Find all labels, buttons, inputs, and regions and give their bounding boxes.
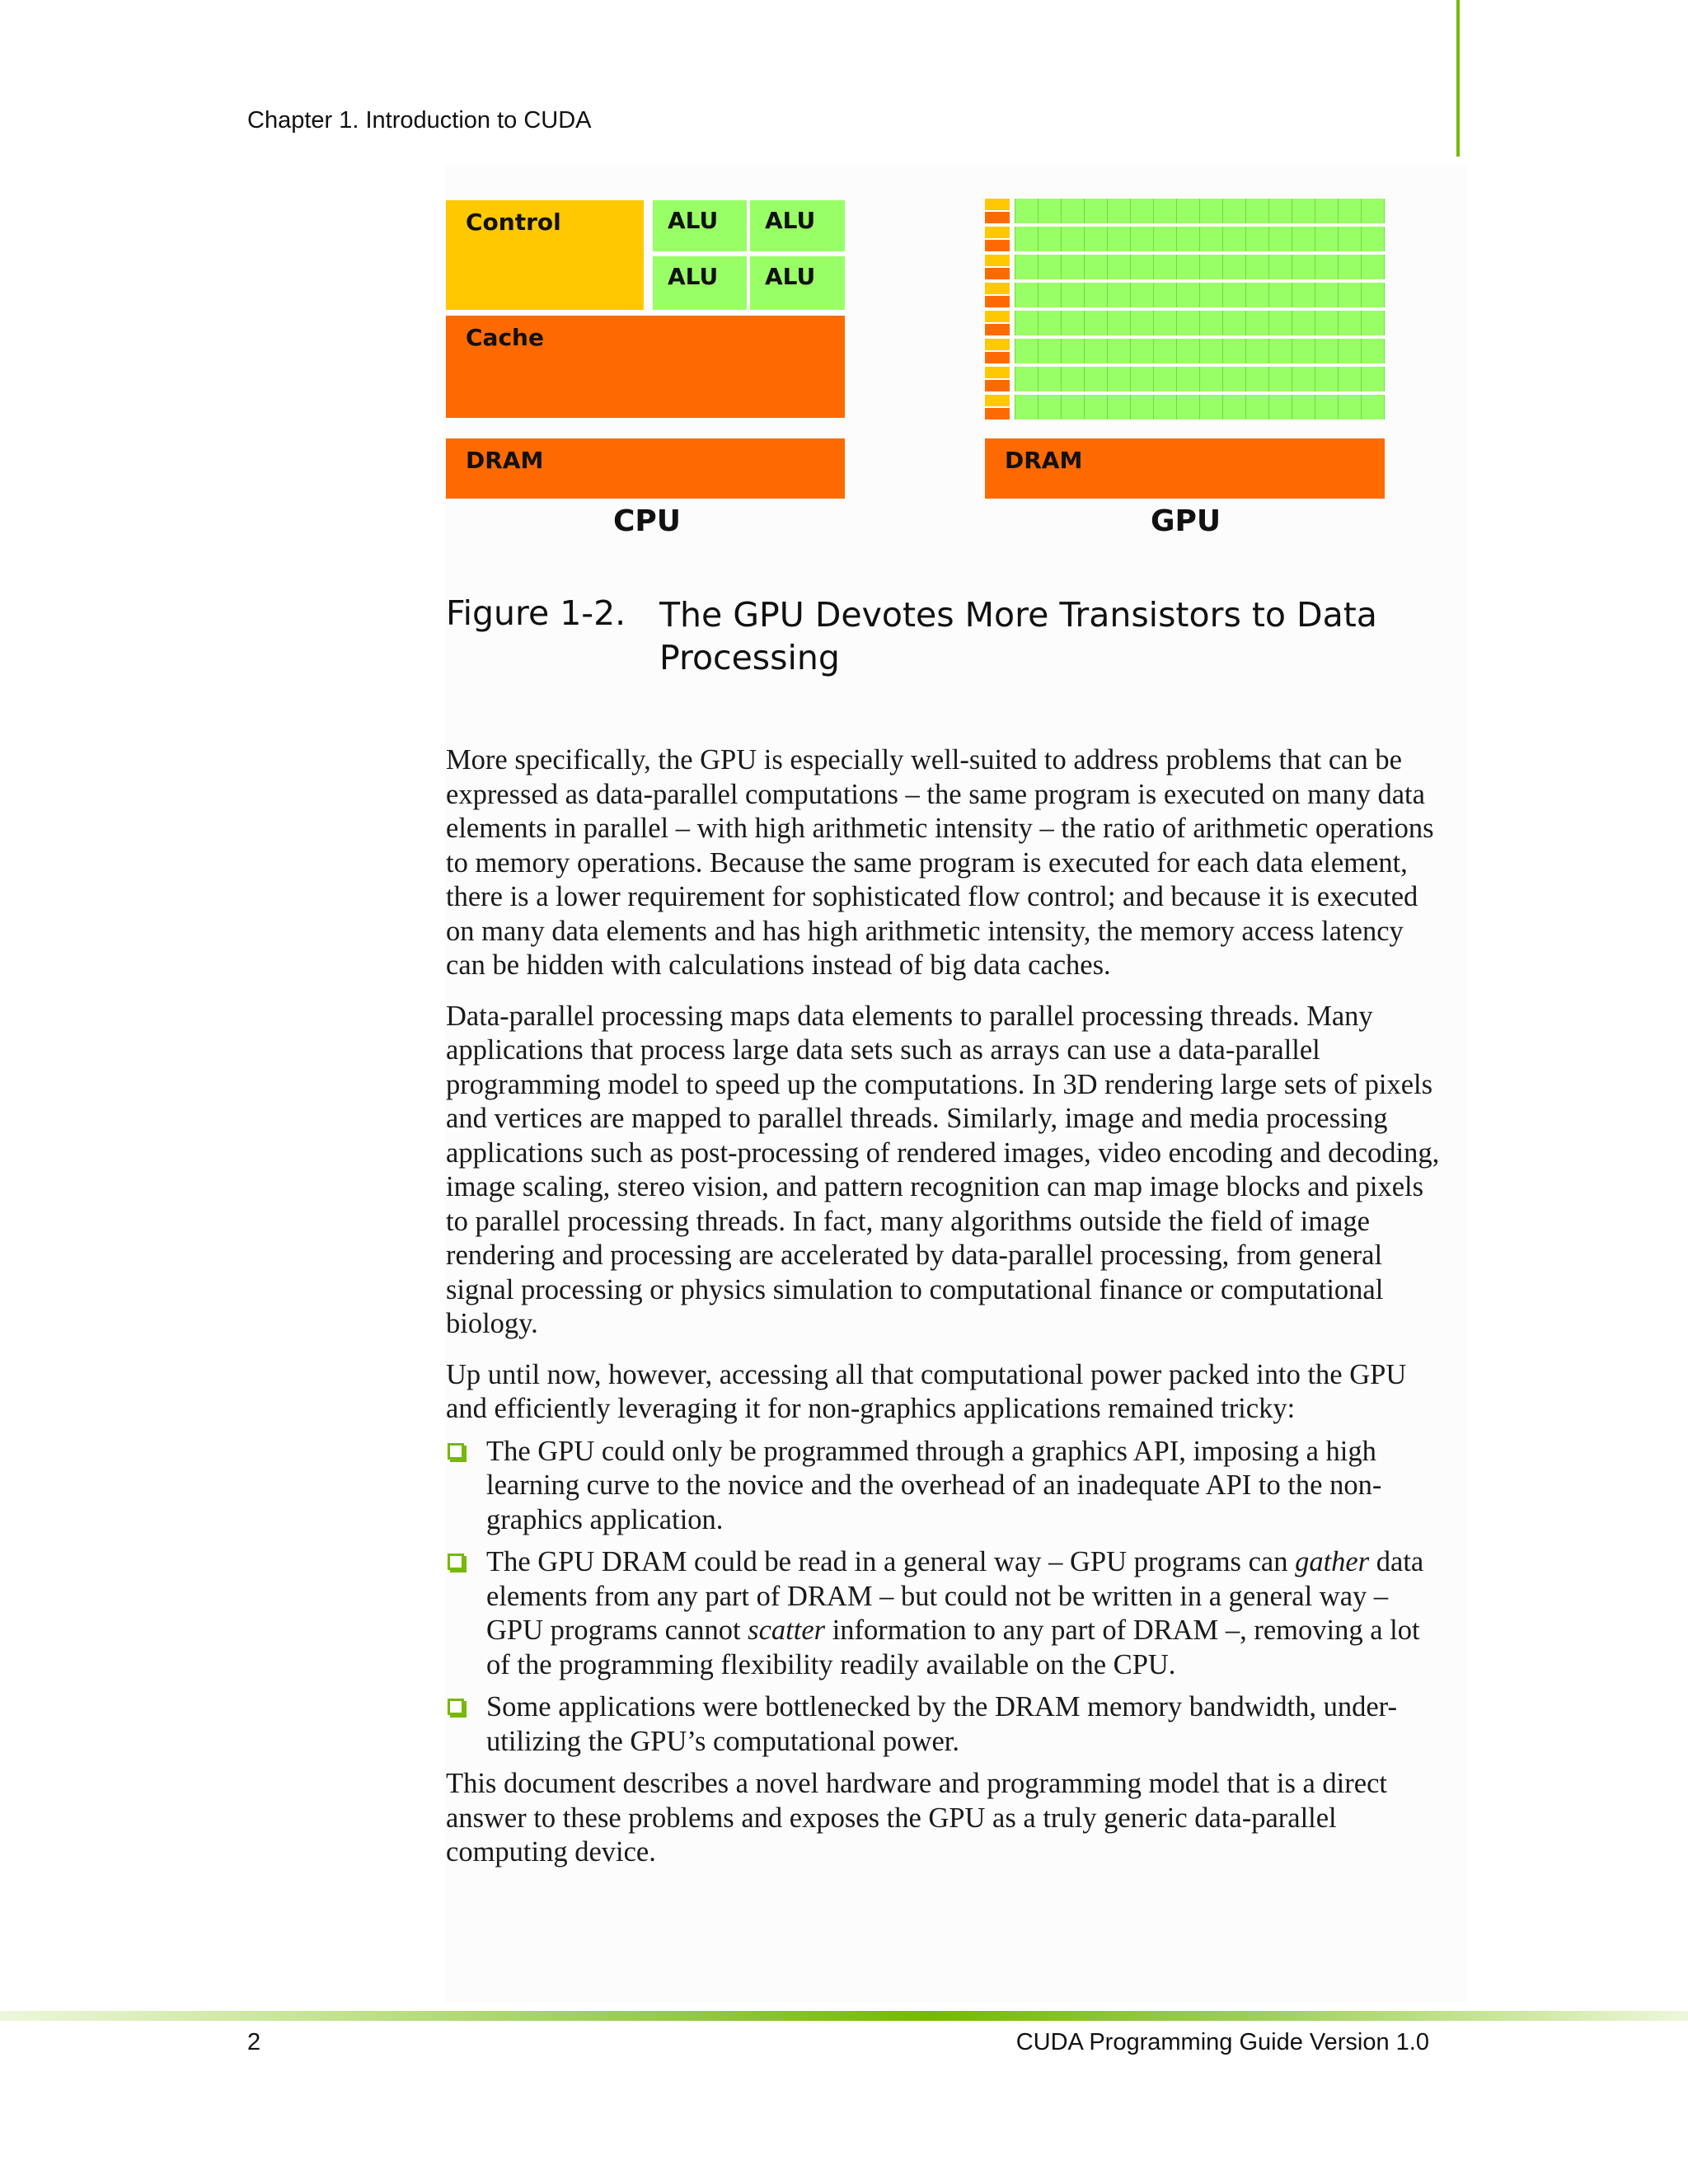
cpu-alu-label: ALU xyxy=(668,207,719,234)
gpu-cache-unit xyxy=(985,380,1010,391)
emphasis-scatter: scatter xyxy=(748,1615,826,1646)
gpu-control-unit xyxy=(985,339,1010,350)
paragraph: Data-parallel processing maps data elements to parallel processing threads. Many applications that process large data sets such as arrays can use a data-parallel programming model to speed up the computations. In 3D rendering large sets of pixels and vertices are mapped to parallel threads. Similarly, image and media processing applications such as post-processing of rendered images, video encoding and decoding, image scaling, stereo vision, and pattern recognition can map image blocks and pixels to parallel processing threads. In fact, many algorithms outside the field of image rendering and processing are accelerated by data-parallel processing, from general signal processing or physics simulation to computational finance or computational biology. xyxy=(446,1000,1440,1339)
running-header: Chapter 1. Introduction to CUDA xyxy=(247,107,592,134)
gpu-cache-unit xyxy=(985,352,1010,363)
gpu-dram-label: DRAM xyxy=(1005,447,1083,474)
cpu-alu-label: ALU xyxy=(668,263,719,290)
gpu-cache-unit xyxy=(985,240,1010,251)
gpu-alu-cells xyxy=(1015,395,1385,420)
list-item xyxy=(446,1690,1443,1759)
gpu-cache-unit xyxy=(985,408,1010,419)
emphasis-gather: gather xyxy=(1295,1546,1370,1577)
text-run: information to any part of DRAM –, removing a lot of the programming flexibility readily available on the CPU. xyxy=(486,1615,1420,1680)
figure-label: Figure 1-2. xyxy=(446,593,626,633)
gpu-alu-cells xyxy=(1015,311,1385,336)
gpu-core-row xyxy=(985,199,1385,223)
cpu-alu-block xyxy=(653,256,747,310)
gpu-alu-cells xyxy=(1015,367,1385,392)
cpu-cache-label: Cache xyxy=(466,324,544,351)
text-run: The GPU DRAM could be read in a general way – GPU programs can xyxy=(486,1546,1296,1577)
gpu-core-row xyxy=(985,255,1385,279)
cpu-alu-block xyxy=(750,256,845,310)
gpu-alu-cells xyxy=(1015,283,1385,308)
gpu-control-unit xyxy=(985,283,1010,294)
gpu-cache-unit xyxy=(985,212,1010,223)
paragraph: This document describes a novel hardware and programming model that is a direct answer to these problems and exposes the GPU as a truly generic data-parallel computing device. xyxy=(446,1768,1387,1868)
gpu-control-unit xyxy=(985,227,1010,238)
gpu-cache-unit xyxy=(985,268,1010,279)
cpu-alu-label: ALU xyxy=(765,263,816,290)
cpu-cache-block xyxy=(446,316,845,418)
page-number: 2 xyxy=(247,2029,261,2055)
gpu-cache-unit xyxy=(985,296,1010,307)
checkbox-bullet-icon xyxy=(448,1443,464,1460)
list-item xyxy=(446,1545,1443,1682)
gpu-core-row xyxy=(985,283,1385,307)
footer-accent-rule xyxy=(0,2011,1688,2021)
cpu-dram-block xyxy=(446,438,845,499)
gpu-alu-cells xyxy=(1015,199,1385,224)
cpu-control-block xyxy=(446,200,644,310)
gpu-core-row xyxy=(985,227,1385,251)
gpu-control-unit xyxy=(985,255,1010,266)
bullet-list xyxy=(446,1435,1443,1760)
gpu-core-row xyxy=(985,367,1385,391)
gpu-alu-cells xyxy=(1015,339,1385,364)
checkbox-bullet-icon xyxy=(448,1554,464,1570)
gpu-alu-cells xyxy=(1015,227,1385,252)
figure-cpu-vs-gpu xyxy=(0,0,1688,577)
gpu-alu-cells xyxy=(1015,255,1385,280)
cpu-control-label: Control xyxy=(466,209,561,236)
paragraph: More specifically, the GPU is especially well-suited to address problems that can be expressed as data-parallel computations – the same program is executed on many data elements in parallel – with high arithmetic intensity – the ratio of arithmetic operations to memory operations. Because the same program is executed for each data element, there is a lower requirement for sophisticated flow control; and because it is executed on many data elements and has high arithmetic intensity, the memory access latency can be hidden with calculations instead of big data caches. xyxy=(446,744,1434,981)
gpu-control-unit xyxy=(985,395,1010,406)
gpu-control-unit xyxy=(985,199,1010,210)
list-item-text xyxy=(486,1546,1423,1680)
gpu-control-unit xyxy=(985,367,1010,378)
gpu-caption: GPU xyxy=(1151,504,1221,538)
gpu-core-row xyxy=(985,395,1385,419)
gpu-dram-block xyxy=(985,438,1385,499)
cpu-caption: CPU xyxy=(613,504,682,538)
cpu-alu-block xyxy=(750,200,845,251)
text-run: data elements from any part of DRAM – but could not be written in a general way – GPU programs cannot xyxy=(486,1546,1424,1646)
checkbox-bullet-icon xyxy=(448,1699,464,1715)
gpu-cache-unit xyxy=(985,324,1010,335)
figure-title: The GPU Devotes More Transistors to Data Processing xyxy=(659,595,1377,677)
gpu-core-row xyxy=(985,339,1385,363)
list-item xyxy=(446,1435,1443,1538)
body-text xyxy=(446,743,1443,1886)
footer-title: CUDA Programming Guide Version 1.0 xyxy=(1015,2029,1429,2055)
cpu-alu-label: ALU xyxy=(765,207,816,234)
cpu-dram-label: DRAM xyxy=(466,447,544,474)
cpu-alu-block xyxy=(653,200,747,251)
list-item-text: Some applications were bottlenecked by the DRAM memory bandwidth, under-utilizing the GPU’s computational power. xyxy=(486,1691,1397,1757)
gpu-control-unit xyxy=(985,311,1010,322)
gpu-core-row xyxy=(985,311,1385,335)
list-item-text: The GPU could only be programmed through a graphics API, imposing a high learning curve to the novice and the overhead of an inadequate API to the non-graphics application. xyxy=(486,1435,1382,1535)
paragraph: Up until now, however, accessing all that computational power packed into the GPU and efficiently leveraging it for non-graphics applications remained tricky: xyxy=(446,1358,1407,1424)
